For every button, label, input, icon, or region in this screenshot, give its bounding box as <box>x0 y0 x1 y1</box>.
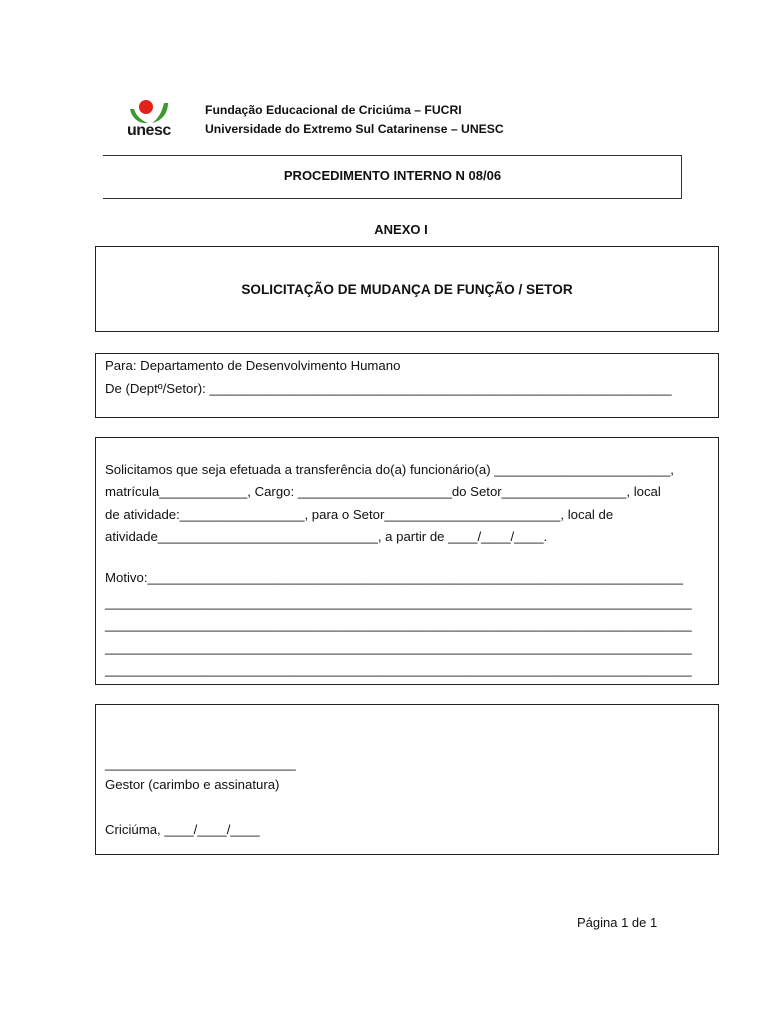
request-line-3[interactable]: de atividade:_________________, para o Setor________________________, local de <box>105 507 614 522</box>
institution-header <box>205 101 504 139</box>
page-number: Página 1 de 1 <box>577 915 658 930</box>
foundation-name: Fundação Educacional de Criciúma – FUCRI <box>205 103 462 117</box>
place-date-field[interactable]: Criciúma, ____/____/____ <box>105 822 260 837</box>
unesc-logo <box>124 97 180 143</box>
university-name: Universidade do Extremo Sul Catarinense – UNESC <box>205 122 504 136</box>
procedure-title: PROCEDIMENTO INTERNO N 08/06 <box>283 168 502 183</box>
logo-wordmark: unesc <box>127 122 171 139</box>
recipient-line: Para: Departamento de Desenvolvimento Humano <box>105 358 401 373</box>
reason-blank-line[interactable]: ________________________________________________________________________________ <box>105 595 692 610</box>
reason-blank-line[interactable]: ________________________________________________________________________________ <box>105 617 692 632</box>
annex-label: ANEXO I <box>374 222 428 237</box>
reason-blank-line[interactable]: ________________________________________________________________________________ <box>105 640 692 655</box>
form-title: SOLICITAÇÃO DE MUDANÇA DE FUNÇÃO / SETOR <box>241 282 573 297</box>
reason-blank-line[interactable]: ________________________________________________________________________________ <box>105 662 692 677</box>
request-line-2[interactable]: matrícula____________, Cargo: _____________________do Setor_________________, local <box>105 484 661 499</box>
sender-department-field[interactable]: De (Deptº/Setor): _______________________________________________________________ <box>105 381 672 396</box>
signature-label: Gestor (carimbo e assinatura) <box>105 777 280 792</box>
reason-field[interactable]: Motivo:_________________________________________________________________________ <box>105 570 683 585</box>
signature-line[interactable]: __________________________ <box>105 756 296 771</box>
request-line-1[interactable]: Solicitamos que seja efetuada a transferência do(a) funcionário(a) ________________________, <box>105 462 674 477</box>
request-line-4[interactable]: atividade______________________________, a partir de ____/____/____. <box>105 529 548 544</box>
